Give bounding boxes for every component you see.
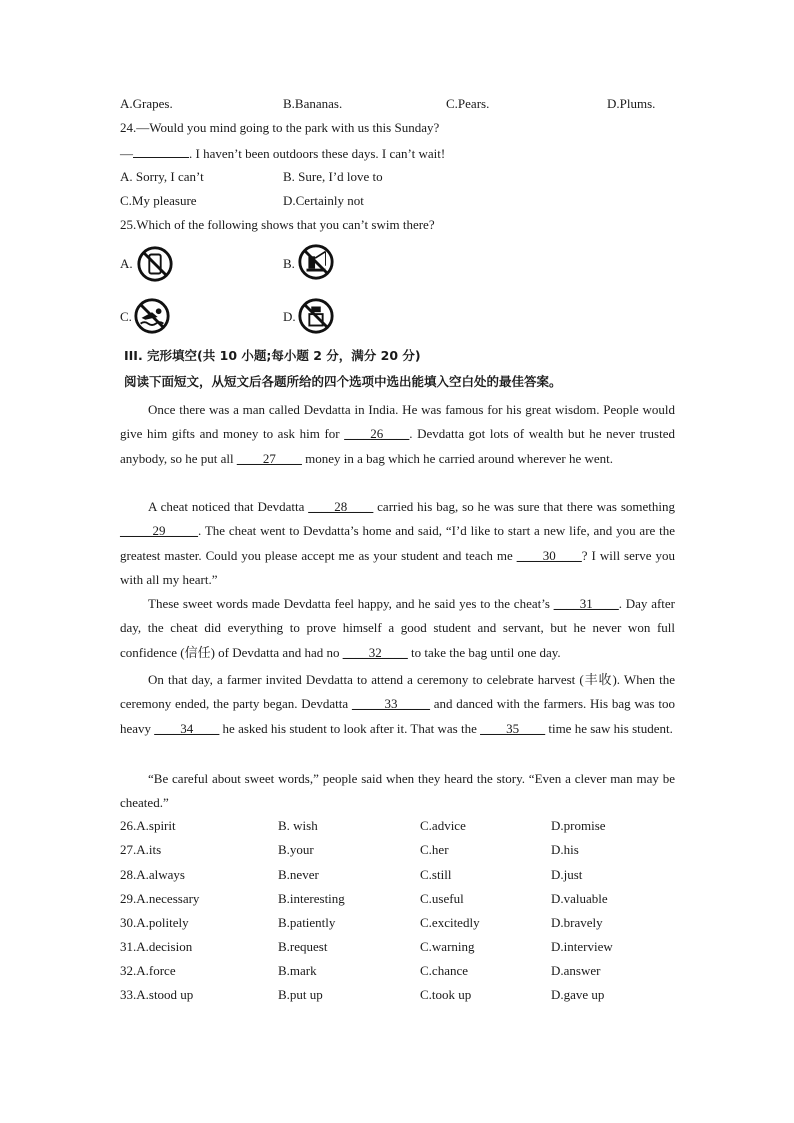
q28-option-b[interactable]: B.never: [278, 867, 319, 882]
no-dumping-icon[interactable]: [297, 297, 335, 335]
q31-option-c[interactable]: C.warning: [420, 939, 475, 954]
q29-option-d[interactable]: D.valuable: [551, 891, 608, 906]
q24-reply-dash: —: [120, 146, 133, 161]
q29-option-a[interactable]: 29.A.necessary: [120, 891, 200, 906]
q26-option-d[interactable]: D.promise: [551, 818, 606, 833]
q28-option-a[interactable]: 28.A.always: [120, 867, 185, 882]
q27-option-d[interactable]: D.his: [551, 842, 579, 857]
q23-option-d[interactable]: D.Plums.: [607, 96, 656, 111]
q23-option-c[interactable]: C.Pears.: [446, 96, 490, 111]
blank-29[interactable]: _____29_____: [120, 523, 198, 539]
no-fishing-icon[interactable]: [297, 243, 335, 281]
passage-paragraph-2: [120, 495, 675, 592]
q28-option-d[interactable]: D.just: [551, 867, 583, 882]
q26-option-b[interactable]: B. wish: [278, 818, 318, 833]
q32-option-a[interactable]: 32.A.force: [120, 963, 176, 978]
p2-text-b: carried his bag, so he was sure that there was something: [373, 499, 675, 514]
p1-text-a: Once there was a man called Devdatta in India. He was famous for his great wisdom. People would give him gifts and money to ask him for: [120, 402, 675, 442]
passage-paragraph-4: [120, 668, 675, 741]
q23-option-a[interactable]: A.Grapes.: [120, 96, 173, 111]
blank-30[interactable]: ____30____: [516, 547, 582, 563]
q32-option-b[interactable]: B.mark: [278, 963, 317, 978]
blank-33[interactable]: _____33_____: [351, 696, 430, 712]
no-swimming-icon[interactable]: [133, 297, 171, 335]
q24-option-b[interactable]: B. Sure, I’d love to: [283, 169, 383, 184]
p2-text-d: ? I will serve you with all my heart.”: [120, 547, 675, 587]
q30-option-c[interactable]: C.excitedly: [420, 915, 480, 930]
q25-label-d: D.: [283, 309, 296, 324]
blank-27[interactable]: ____27____: [236, 450, 302, 466]
q26-option-a[interactable]: 26.A.spirit: [120, 818, 176, 833]
blank-31[interactable]: ____31____: [553, 596, 619, 611]
q25-question: 25.Which of the following shows that you can’t swim there?: [120, 217, 435, 232]
p1-text-b: . Devdatta got lots of wealth but he never trusted anybody, so he put all: [120, 426, 675, 466]
q27-option-a[interactable]: 27.A.its: [120, 842, 162, 857]
no-phone-icon[interactable]: [136, 245, 174, 283]
p3-text-a: These sweet words made Devdatta feel happy, and he said yes to the cheat’s: [148, 596, 554, 611]
q33-option-a[interactable]: 33.A.stood up: [120, 987, 194, 1002]
q29-option-b[interactable]: B.interesting: [278, 891, 345, 906]
q31-option-a[interactable]: 31.A.decision: [120, 939, 193, 954]
q33-option-c[interactable]: C.took up: [420, 987, 472, 1002]
q25-label-c: C.: [120, 309, 132, 324]
q32-option-c[interactable]: C.chance: [420, 963, 469, 978]
blank-26[interactable]: ____26____: [344, 426, 410, 442]
p3-text-c: to take the bag until one day.: [407, 644, 561, 660]
blank-32[interactable]: ____32____: [342, 644, 408, 660]
q33-option-b[interactable]: B.put up: [278, 987, 323, 1002]
q27-option-b[interactable]: B.your: [278, 842, 314, 857]
q26-option-c[interactable]: C.advice: [420, 818, 466, 833]
q25-label-a: A.: [120, 256, 133, 271]
q30-option-a[interactable]: 30.A.politely: [120, 915, 189, 930]
passage-paragraph-1: [120, 398, 675, 471]
blank-34[interactable]: ____34____: [154, 720, 220, 736]
q24-option-d[interactable]: D.Certainly not: [283, 193, 364, 208]
p3-text-b: . Day after day, the cheat did everything to prove himself a good student and servant, but he never won full confidence (信任) of Devdatta and had no: [120, 596, 675, 660]
q23-option-b[interactable]: B.Bananas.: [283, 96, 343, 111]
passage-paragraph-5: “Be careful about sweet words,” people said when they heard the story. “Even a clever man may be cheated.”: [120, 771, 675, 811]
section-instruction: 阅读下面短文，从短文后各题所给的四个选项中选出能填入空白处的最佳答案。: [124, 374, 562, 389]
q24-option-a[interactable]: A. Sorry, I can’t: [120, 169, 204, 184]
q24-reply-text: . I haven’t been outdoors these days. I can’t wait!: [189, 146, 446, 161]
p4-text-d: time he saw his student.: [545, 720, 673, 736]
q24-answer-blank[interactable]: [133, 145, 189, 158]
blank-28[interactable]: ____28____: [308, 499, 374, 514]
section-title: III. 完形填空(共 10 小题;每小题 2 分，满分 20 分): [124, 348, 421, 363]
p2-text-a: A cheat noticed that Devdatta: [148, 499, 309, 514]
q30-option-d[interactable]: D.bravely: [551, 915, 603, 930]
p1-text-c: money in a bag which he carried around wherever he went.: [301, 450, 614, 466]
q25-label-b: B.: [283, 256, 295, 271]
passage-paragraph-3: [120, 592, 675, 665]
p4-text-a: On that day, a farmer invited Devdatta to attend a ceremony to celebrate harvest (丰收). When the ceremony ended, the party began. Devdatta: [120, 672, 675, 712]
q27-option-c[interactable]: C.her: [420, 842, 449, 857]
q33-option-d[interactable]: D.gave up: [551, 987, 605, 1002]
p2-text-c: . The cheat went to Devdatta’s home and said, “I’d like to start a new life, and you are the greatest master. Could you please accept me as your student and teach me: [120, 523, 675, 563]
q32-option-d[interactable]: D.answer: [551, 963, 601, 978]
q29-option-c[interactable]: C.useful: [420, 891, 464, 906]
q30-option-b[interactable]: B.patiently: [278, 915, 336, 930]
p4-text-b: and danced with the farmers. His bag was too heavy: [120, 696, 675, 736]
q31-option-d[interactable]: D.interview: [551, 939, 613, 954]
q24-reply: [120, 145, 445, 162]
q24-question: 24.—Would you mind going to the park with us this Sunday?: [120, 120, 440, 135]
q31-option-b[interactable]: B.request: [278, 939, 328, 954]
p4-text-c: he asked his student to look after it. That was the: [219, 720, 481, 736]
blank-35[interactable]: ____35____: [480, 720, 546, 736]
q28-option-c[interactable]: C.still: [420, 867, 452, 882]
q24-option-c[interactable]: C.My pleasure: [120, 193, 197, 208]
